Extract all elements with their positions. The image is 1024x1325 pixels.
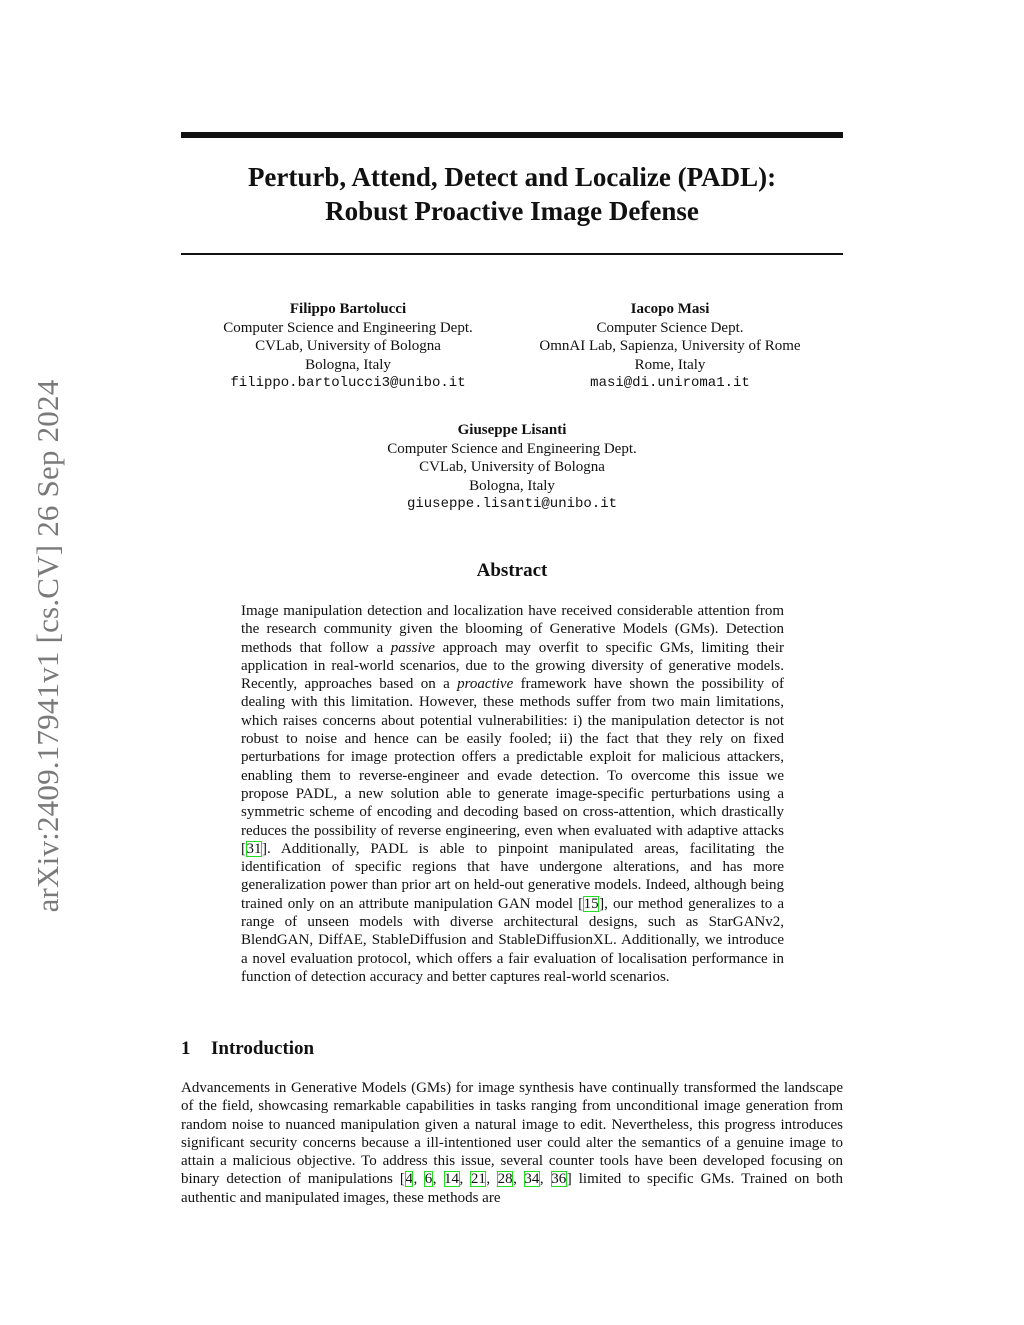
abstract-emphasis: passive xyxy=(390,639,435,656)
citation-link[interactable]: 34 xyxy=(524,1171,540,1188)
author-block-2 xyxy=(510,300,830,393)
author-lab: CVLab, University of Bologna xyxy=(255,338,441,354)
abstract-heading: Abstract xyxy=(476,560,548,581)
citation-link[interactable]: 31 xyxy=(246,840,262,857)
author-name: Giuseppe Lisanti xyxy=(457,422,567,438)
abstract-text: ], our method generalizes to a range of unseen models with diverse architectural designs, such as StarGANv2, BlendGAN, DiffAE, StableDiffusion and StableDiffusionXL. Additionally, we introduce a novel evaluation protocol, which offers a fair evaluation of localisation performance in function of detection accuracy and better captures real-world scenarios. xyxy=(241,895,784,985)
author-email[interactable]: giuseppe.lisanti@unibo.it xyxy=(406,496,618,512)
author-lab: OmnAI Lab, Sapienza, University of Rome xyxy=(539,338,801,354)
abstract-body xyxy=(241,602,784,986)
author-dept: Computer Science and Engineering Dept. xyxy=(387,440,637,457)
citation-link[interactable]: 36 xyxy=(551,1171,567,1188)
author-location: Bologna, Italy xyxy=(305,356,391,373)
author-block-3 xyxy=(352,421,672,514)
author-name: Filippo Bartolucci xyxy=(289,301,407,317)
title-line-2: Robust Proactive Image Defense xyxy=(325,196,699,226)
author-location: Rome, Italy xyxy=(634,356,706,373)
intro-text: Advancements in Generative Models (GMs) for image synthesis have continually transformed the landscape of the field, showcasing remarkable capabilities in tasks ranging from unconditional image generation from random noise to nuanced manipulation given a natural image to edit. Nevertheless, this progress introduces significant security concerns because a ill-intentioned user could alter the semantics of a genuine image to attain a malicious objective. To address this issue, several counter tools have been developed focusing on binary detection of manipulations [ xyxy=(181,1080,843,1188)
abstract-text: ]. Additionally, PADL is able to pinpoint manipulated areas, facilitating the identification of specific regions that have undergone alterations, and has more generalization power than prior art on held-out generative models. Indeed, although being trained only on an attribute manipulation GAN model [ xyxy=(241,840,784,912)
intro-text: ] limited to specific GMs. Trained on both authentic and manipulated images, these methods are xyxy=(181,1171,844,1206)
author-email[interactable]: filippo.bartolucci3@unibo.it xyxy=(230,375,466,391)
author-email[interactable]: masi@di.uniroma1.it xyxy=(590,375,750,391)
introduction-body: Advancements in Generative Models (GMs) for image synthesis have continually transformed the landscape of the field, showcasing remarkable capabilities in tasks ranging from unconditional image generation from random noise to nuanced manipulation given a natural image to edit. Nevertheless, this progress introduces significant security concerns because a ill-intentioned user could alter the semantics of a genuine image to attain a malicious objective. To address this issue, several counter tools have been developed focusing on binary detection of manipulations [4, 6, 14, 21, 28, 34, 36] limited to specific GMs. Trained on both authentic and manipulated images, these methods are xyxy=(181,1080,844,1206)
title-top-rule xyxy=(181,132,843,138)
abstract-text: Image manipulation detection and localization have received considerable attention from the research community given the blooming of Generative Models (GMs). Detection methods that follow a xyxy=(241,603,784,656)
citation-link[interactable]: 4 xyxy=(405,1171,413,1188)
abstract-emphasis: proactive xyxy=(457,676,514,693)
citation-link[interactable]: 21 xyxy=(470,1171,486,1188)
author-block-1 xyxy=(190,300,506,393)
title-bottom-rule xyxy=(181,253,843,255)
author-location: Bologna, Italy xyxy=(469,477,555,494)
paper-title xyxy=(181,160,843,228)
abstract-text: framework have shown the possibility of dealing with this limitation. However, these methods suffer from two main limitations, which raises concerns about potential vulnerabilities: i) the manipulation detector is not robust to noise and hence can be easily fooled; ii) the fact that they rely on fixed perturbations for image protection offers a predictable exploit for malicious attackers, enabling them to reverse-engineer and evade detection. To overcome this issue we propose PADL, a new solution able to generate image-specific perturbations using a symmetric scheme of encoding and decoding based on cross-attention, which drastically reduces the possibility of reverse engineering, even when evaluated with adaptive attacks [ xyxy=(241,676,784,857)
title-line-1: Perturb, Attend, Detect and Localize (PADL): xyxy=(247,162,777,192)
citation-link[interactable]: 6 xyxy=(424,1171,433,1188)
citation-link[interactable]: 14 xyxy=(444,1171,460,1188)
section-title: Introduction xyxy=(211,1038,315,1059)
author-name: Iacopo Masi xyxy=(630,301,710,317)
citation-link[interactable]: 28 xyxy=(497,1171,513,1188)
citation-link[interactable]: 15 xyxy=(583,895,599,912)
author-lab: CVLab, University of Bologna xyxy=(419,459,605,475)
author-dept: Computer Science Dept. xyxy=(596,319,744,336)
section-number: 1 xyxy=(181,1038,191,1059)
abstract-text: approach may overfit to specific GMs, limiting their application in real-world scenarios, due to the growing diversity of generative models. Recently, approaches based on a xyxy=(241,639,784,693)
author-dept: Computer Science and Engineering Dept. xyxy=(223,319,473,336)
section-heading-introduction xyxy=(181,1038,314,1060)
arxiv-identifier-stamp: arXiv:2409.17941v1 [cs.CV] 26 Sep 2024 xyxy=(30,379,65,913)
